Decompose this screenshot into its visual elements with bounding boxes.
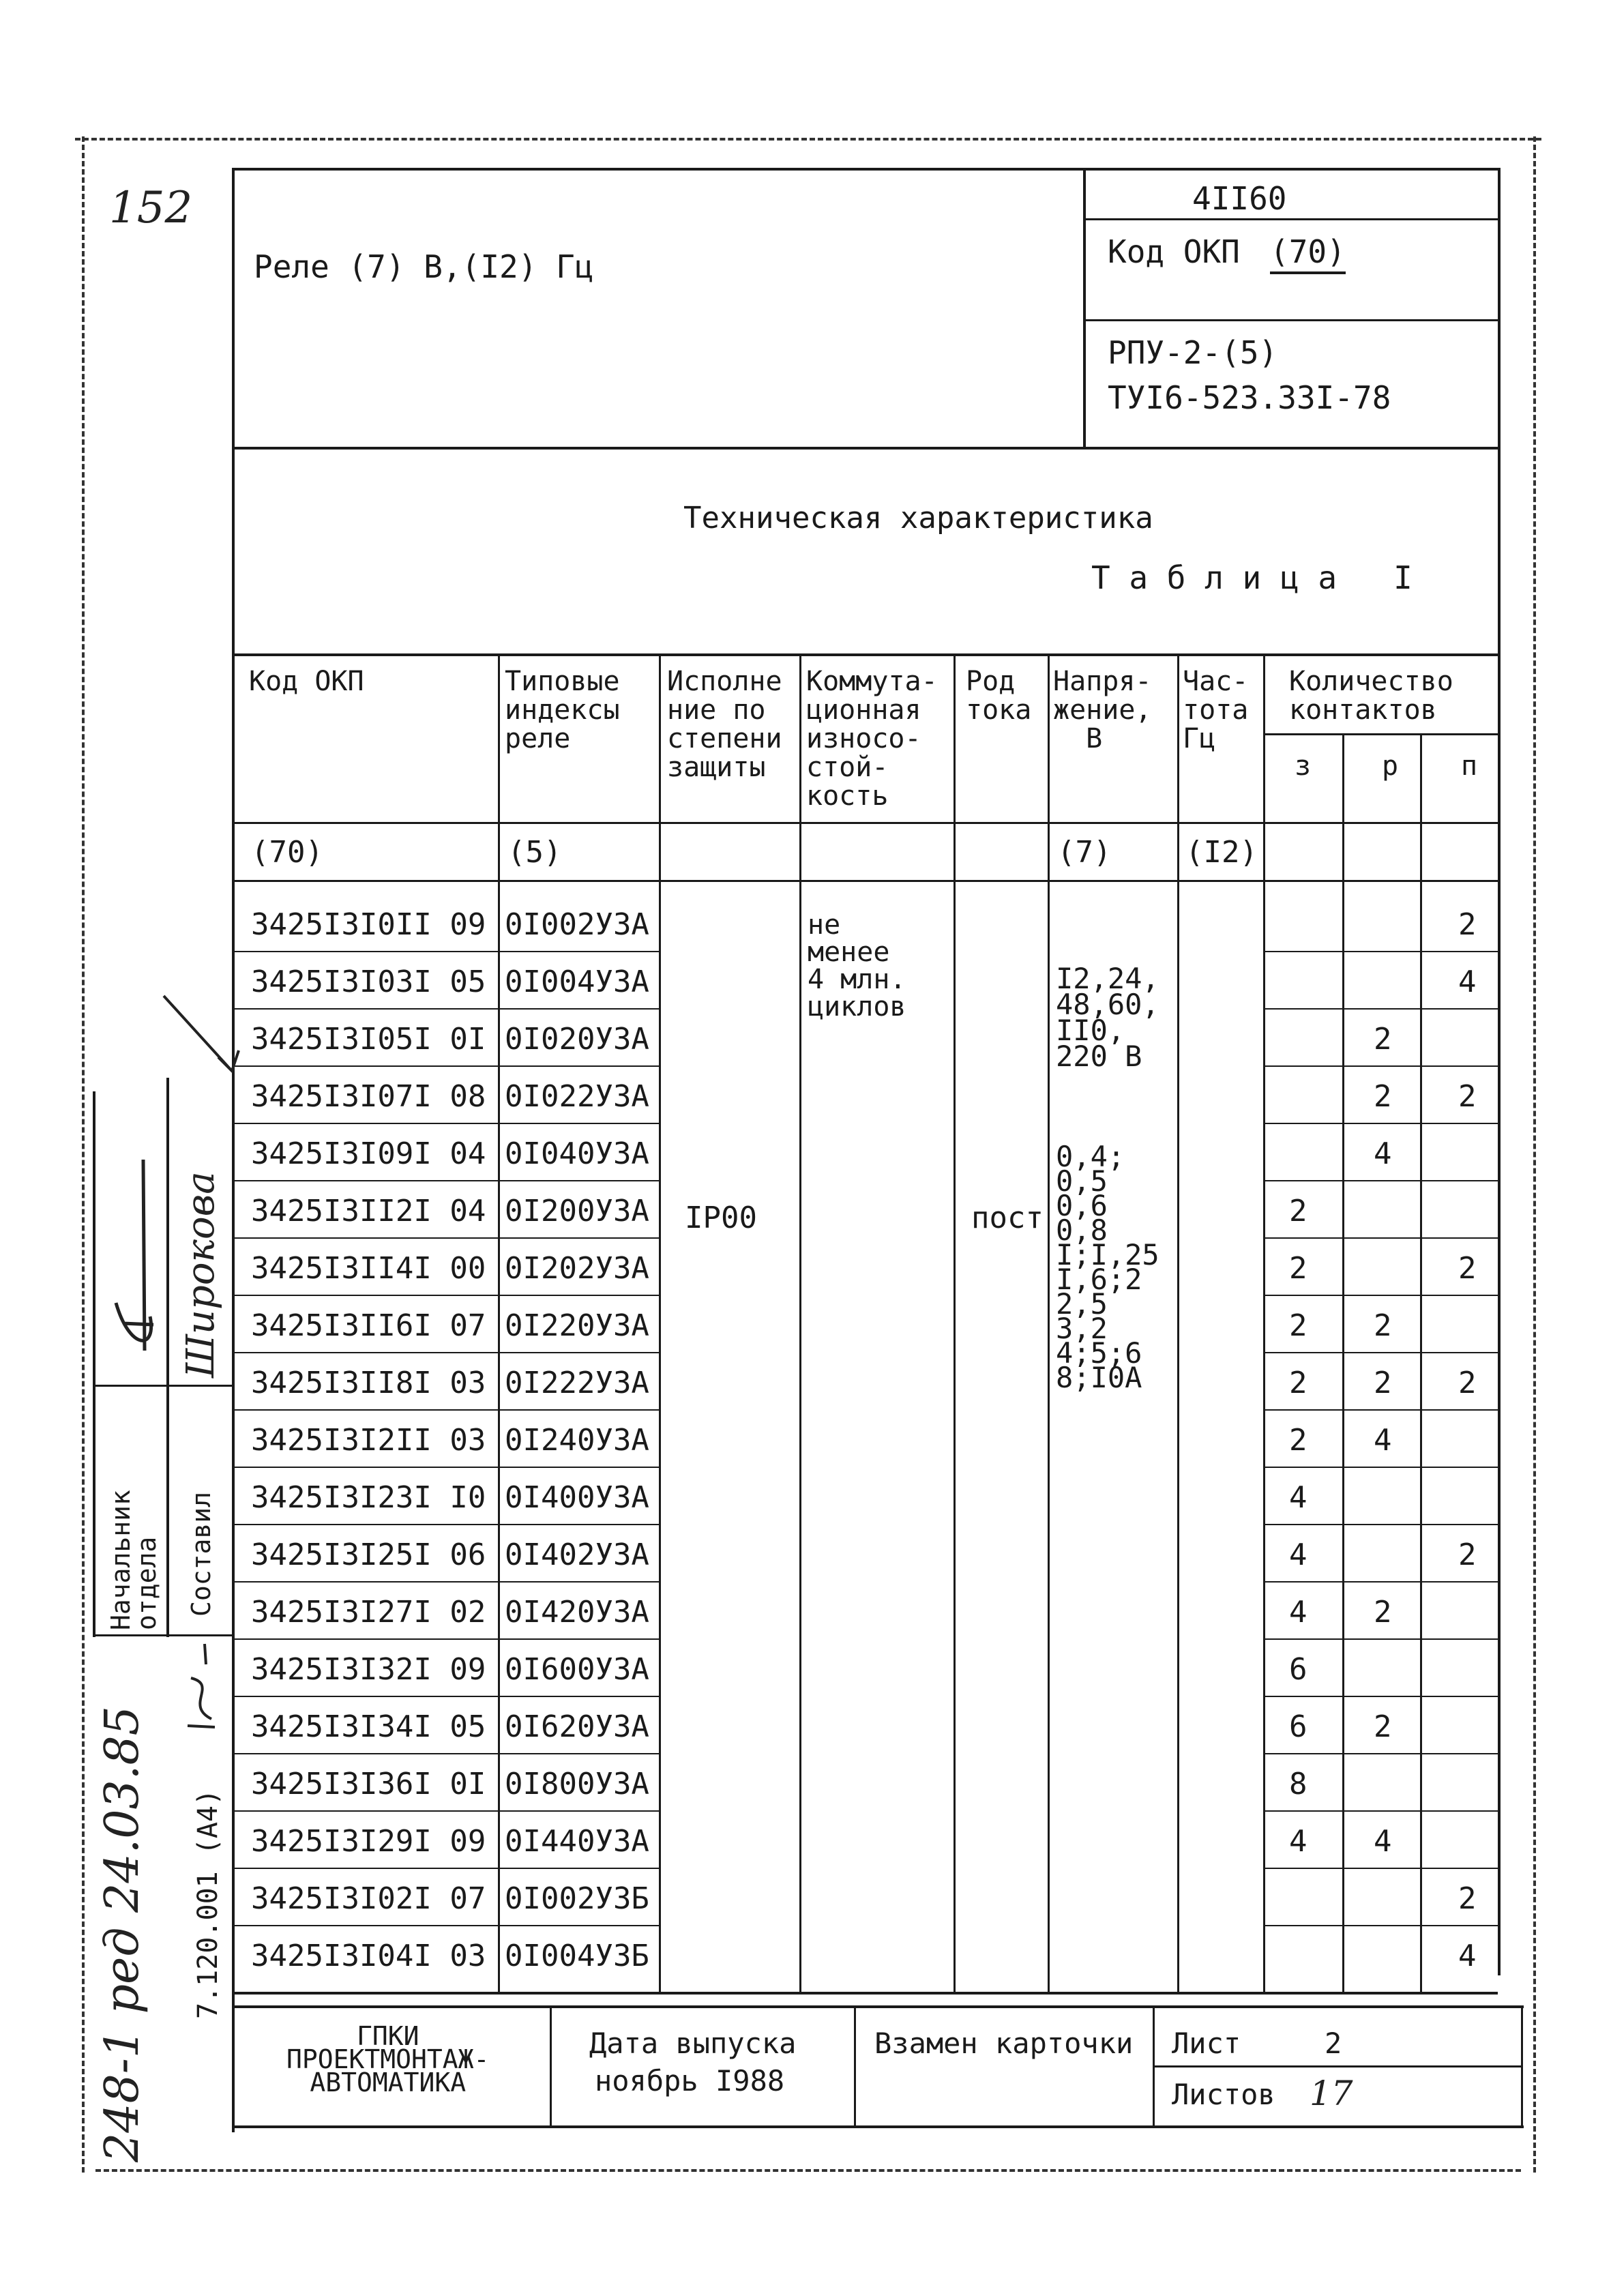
footer-top-line (235, 2005, 1524, 2008)
row-separator (1263, 1810, 1498, 1812)
row-separator (235, 1638, 659, 1640)
row-separator (1263, 1753, 1498, 1754)
relay-index-cell: 0I800У3А (505, 1767, 649, 1801)
issue-date-value: ноябрь I988 (595, 2064, 785, 2098)
contacts-r-cell: 2 (1374, 1366, 1392, 1400)
col-header-p: п (1461, 750, 1478, 782)
column-line (1342, 733, 1344, 1992)
header-row-line-2 (1083, 319, 1501, 321)
okp-code-cell: 3425I3I36I 0I (251, 1767, 486, 1801)
row-separator (1263, 951, 1498, 952)
strip-inner-line (166, 1078, 169, 1637)
sheet-label: Лист (1172, 2027, 1241, 2060)
row-separator (235, 1810, 659, 1812)
card-right-border (1498, 168, 1501, 1975)
frame-bottom (95, 2169, 1521, 2172)
okp-code-cell: 3425I3I0II 09 (251, 907, 486, 942)
contacts-z-cell: 6 (1289, 1652, 1307, 1687)
okp-code-cell: 3425I3II4I 00 (251, 1251, 486, 1286)
okp-code-cell: 3425I3I2II 03 (251, 1423, 486, 1458)
okp-code-cell: 3425I3II6I 07 (251, 1308, 486, 1343)
org-name: ГПКИ ПРОЕКТМОНТАЖ- АВТОМАТИКА (286, 2021, 490, 2098)
voltage-values: I2,24, 48,60, II0, 220 В (1056, 962, 1159, 1073)
okp-code-cell: 3425I3I27I 02 (251, 1595, 486, 1630)
check-mark (157, 989, 246, 1091)
table-top-line (235, 653, 1498, 656)
row-separator (235, 1925, 659, 1926)
relay-index-cell: 0I202У3А (505, 1251, 649, 1286)
contacts-z-cell: 4 (1289, 1595, 1307, 1630)
okp-code-cell: 3425I3I05I 0I (251, 1022, 486, 1057)
relay-index-cell: 0I600У3А (505, 1652, 649, 1687)
okp-code-cell: 3425I3I29I 09 (251, 1824, 486, 1859)
durability-value: не менее 4 млн. циклов (808, 909, 906, 1022)
contacts-p-cell: 2 (1458, 1366, 1477, 1400)
contacts-r-cell: 4 (1374, 1423, 1392, 1458)
okp-label: Код ОКП (1108, 233, 1240, 270)
col-header-z: з (1295, 750, 1312, 782)
card-title: Реле (7) В,(I2) Гц (254, 248, 594, 285)
param-row-line (235, 880, 1498, 882)
relay-index-cell: 0I222У3А (505, 1366, 649, 1400)
contacts-p-cell: 2 (1458, 1251, 1477, 1286)
contacts-z-cell: 2 (1289, 1366, 1307, 1400)
row-separator (235, 1753, 659, 1754)
okp-code-cell: 3425I3I25I 06 (251, 1537, 486, 1572)
contacts-p-cell: 4 (1458, 965, 1477, 999)
card-left-border (232, 168, 235, 2132)
contacts-r-cell: 2 (1374, 1079, 1392, 1114)
header-bottom-line (235, 822, 1498, 824)
row-separator (235, 1696, 659, 1697)
okp-code-cell: 3425I3I04I 03 (251, 1939, 486, 1973)
signature-author (177, 1637, 225, 1739)
relay-index-cell: 0I200У3А (505, 1194, 649, 1228)
param-voltage: (7) (1057, 835, 1112, 870)
frame-top (75, 138, 1541, 141)
col-header-voltage: Напря- жение, В (1053, 666, 1152, 754)
column-line (799, 653, 801, 1992)
relay-index-cell: 0I620У3А (505, 1709, 649, 1744)
okp-code-cell: 3425I3I34I 05 (251, 1709, 486, 1744)
sheet-number: 2 (1325, 2027, 1342, 2060)
col-header-okp: Код ОКП (249, 666, 364, 697)
row-separator (235, 1868, 659, 1869)
row-separator (1263, 1123, 1498, 1124)
relay-index-cell: 0I004У3А (505, 965, 649, 999)
relay-index-cell: 0I020У3А (505, 1022, 649, 1057)
column-line (659, 653, 661, 1992)
row-separator (235, 1581, 659, 1583)
contacts-r-cell: 2 (1374, 1595, 1392, 1630)
row-separator (235, 1123, 659, 1124)
contacts-z-cell: 4 (1289, 1824, 1307, 1859)
row-separator (1263, 1581, 1498, 1583)
relay-index-cell: 0I004У3Б (505, 1939, 649, 1973)
archive-number: 7.120.001 (А4) (192, 1789, 224, 2019)
row-separator (1263, 1467, 1498, 1468)
contacts-subheader-line (1263, 733, 1498, 735)
strip-cross-line-2 (93, 1634, 233, 1636)
row-separator (235, 1008, 659, 1010)
contacts-z-cell: 2 (1289, 1308, 1307, 1343)
relay-index-cell: 0I002У3Б (505, 1881, 649, 1916)
column-line (954, 653, 956, 1992)
row-separator (1263, 1008, 1498, 1010)
current-values: 0,4; 0,5 0,6 0,8 I;I,25 I,6;2 2,5 3,2 4;5;6 8;I0А (1056, 1140, 1159, 1394)
row-separator (1263, 1638, 1498, 1640)
row-separator (235, 1237, 659, 1239)
row-separator (235, 1352, 659, 1353)
contacts-p-cell: 2 (1458, 1079, 1477, 1114)
relay-index-cell: 0I240У3А (505, 1423, 649, 1458)
okp-code-cell: 3425I3I03I 05 (251, 965, 486, 999)
strip-outer-line (93, 1091, 95, 1637)
table-bottom-line (235, 1992, 1498, 1995)
contacts-r-cell: 4 (1374, 1824, 1392, 1859)
replaces-card-label: Взамен карточки (874, 2027, 1134, 2060)
row-separator (1263, 1237, 1498, 1239)
sheets-count: 17 (1310, 2074, 1353, 2113)
relay-index-cell: 0I002У3А (505, 907, 649, 942)
contacts-z-cell: 6 (1289, 1709, 1307, 1744)
header-divider (1083, 168, 1086, 447)
relay-index-cell: 0I022У3А (505, 1079, 649, 1114)
contacts-r-cell: 2 (1374, 1022, 1392, 1057)
col-header-current: Род тока (966, 666, 1032, 726)
footer-divider (854, 2005, 856, 2125)
column-line (1177, 653, 1179, 1992)
column-line (498, 653, 500, 1992)
contacts-p-cell: 2 (1458, 907, 1477, 942)
param-index: (5) (507, 835, 562, 870)
row-separator (1263, 1295, 1498, 1296)
relay-index-cell: 0I400У3А (505, 1480, 649, 1515)
contacts-z-cell: 4 (1289, 1480, 1307, 1515)
col-header-r: р (1382, 750, 1399, 782)
param-okp: (70) (251, 835, 323, 870)
relay-index-cell: 0I040У3А (505, 1136, 649, 1171)
author-name: Широкова (179, 1171, 223, 1378)
protection-value: IP00 (685, 1201, 757, 1235)
okp-code-cell: 3425I3I32I 09 (251, 1652, 486, 1687)
section-title: Техническая характеристика (683, 501, 1153, 535)
row-separator (1263, 1868, 1498, 1869)
row-separator (235, 1409, 659, 1411)
column-line (1263, 653, 1265, 1992)
contacts-z-cell: 8 (1289, 1767, 1307, 1801)
issue-date-label: Дата выпуска (589, 2027, 797, 2060)
footer-bottom-line (235, 2125, 1524, 2128)
signature-head (102, 1146, 164, 1378)
table-label: Т а б л и ц а I (1091, 559, 1413, 596)
header-row-line-1 (1083, 218, 1501, 220)
okp-code-cell: 3425I3I09I 04 (251, 1136, 486, 1171)
okp-value: (70) (1270, 236, 1346, 274)
contacts-r-cell: 4 (1374, 1136, 1392, 1171)
head-label: Начальник отдела (106, 1490, 162, 1630)
registration-stamp: 248-1 ред 24.03.85 (95, 1706, 149, 2162)
relay-index-cell: 0I420У3А (505, 1595, 649, 1630)
footer-sheet-line (1153, 2065, 1521, 2067)
relay-type: РПУ-2-(5) (1108, 334, 1278, 371)
contacts-z-cell: 2 (1289, 1251, 1307, 1286)
relay-index-cell: 0I220У3А (505, 1308, 649, 1343)
contacts-p-cell: 4 (1458, 1939, 1477, 1973)
col-header-contacts: Количество контактов (1289, 666, 1453, 726)
okp-code-cell: 3425I3I23I I0 (251, 1480, 486, 1515)
page-number: 152 (109, 183, 193, 233)
frame-left (82, 136, 85, 2173)
strip-cross-line-1 (93, 1385, 233, 1387)
row-separator (235, 951, 659, 952)
contacts-p-cell: 2 (1458, 1881, 1477, 1916)
row-separator (1263, 1696, 1498, 1697)
contacts-p-cell: 2 (1458, 1537, 1477, 1572)
footer-right-line (1521, 2005, 1523, 2125)
spec-number: ТУI6-523.33I-78 (1108, 379, 1391, 416)
column-line (1420, 733, 1422, 1992)
col-header-durability: Коммута- ционная износо- стой- кость (806, 666, 938, 812)
product-code: 4II60 (1192, 180, 1287, 217)
frame-right (1533, 136, 1536, 2173)
card-top-border (232, 168, 1501, 171)
row-separator (1263, 1524, 1498, 1525)
contacts-z-cell: 2 (1289, 1194, 1307, 1228)
contacts-r-cell: 2 (1374, 1308, 1392, 1343)
okp-code-cell: 3425I3II8I 03 (251, 1366, 486, 1400)
relay-index-cell: 0I402У3А (505, 1537, 649, 1572)
row-separator (1263, 1180, 1498, 1181)
current-type-value: пост (971, 1201, 1044, 1235)
col-header-protection: Исполне ние по степени защиты (667, 666, 782, 783)
col-header-frequency: Час- тота Гц (1183, 666, 1249, 754)
author-label: Составил (186, 1491, 216, 1617)
contacts-r-cell: 2 (1374, 1709, 1392, 1744)
row-separator (235, 1467, 659, 1468)
footer-divider (550, 2005, 552, 2125)
col-header-index: Типовые индексы реле (505, 666, 620, 754)
column-line (1048, 653, 1050, 1992)
row-separator (235, 1295, 659, 1296)
contacts-z-cell: 2 (1289, 1423, 1307, 1458)
row-separator (1263, 1925, 1498, 1926)
sheets-label: Листов (1172, 2078, 1275, 2111)
relay-index-cell: 0I440У3А (505, 1824, 649, 1859)
row-separator (235, 1180, 659, 1181)
row-separator (1263, 1409, 1498, 1411)
okp-code-cell: 3425I3II2I 04 (251, 1194, 486, 1228)
param-frequency: (I2) (1185, 835, 1258, 870)
okp-code-cell: 3425I3I07I 08 (251, 1079, 486, 1114)
row-separator (1263, 1065, 1498, 1067)
row-separator (1263, 1352, 1498, 1353)
row-separator (235, 1524, 659, 1525)
header-bottom-border (232, 447, 1501, 450)
row-separator (235, 1065, 659, 1067)
okp-code-cell: 3425I3I02I 07 (251, 1881, 486, 1916)
contacts-z-cell: 4 (1289, 1537, 1307, 1572)
